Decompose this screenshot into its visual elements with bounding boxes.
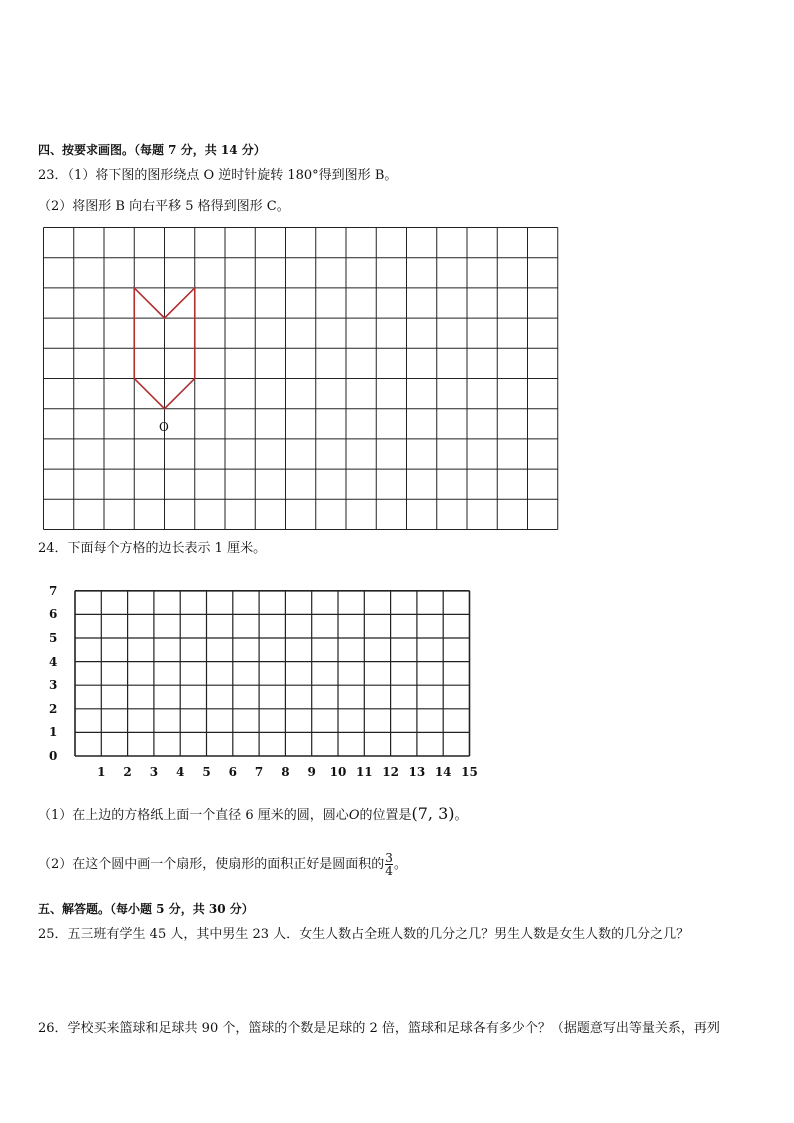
x-tick-label: 9 — [307, 765, 316, 779]
question-26: 26．学校买来篮球和足球共 90 个，篮球的个数是足球的 2 倍，篮球和足球各有多少个？（据题意写出等量关系，再列 — [38, 1021, 720, 1036]
y-tick-label: 7 — [49, 583, 58, 598]
x-tick-label: 3 — [149, 765, 159, 779]
y-tick-label: 4 — [49, 654, 58, 669]
x-tick-label: 4 — [176, 765, 185, 779]
y-tick-label: 2 — [49, 701, 58, 716]
x-tick-label: 7 — [254, 765, 264, 779]
y-tick-label: 3 — [49, 678, 58, 693]
x-tick-label: 12 — [382, 765, 399, 779]
x-tick-label: 14 — [434, 765, 452, 779]
arrow-shape — [134, 288, 195, 409]
part-2-text: （2）在这个圆中画一个扇形，使扇形的面积正好是圆面积的 — [38, 857, 385, 872]
part-2-end: 。 — [393, 857, 407, 872]
section-5-title: 五、解答题。（每小题 5 分，共 30 分） — [38, 902, 254, 916]
x-tick-label: 1 — [97, 765, 106, 779]
x-tick-label: 8 — [281, 765, 290, 779]
question-23-part-1: 23．（1）将下图的图形绕点 O 逆时针旋转 180°得到图形 B。 — [38, 168, 398, 183]
x-tick-label: 10 — [329, 765, 347, 779]
part-1-after: 的位置是 — [359, 808, 412, 823]
x-tick-label: 2 — [123, 765, 132, 779]
part-1-text: （1）在上边的方格纸上面一个直径 6 厘米的圆，圆心 — [38, 808, 349, 823]
question-23-part-2: （2）将图形 B 向右平移 5 格得到图形 C。 — [38, 199, 290, 214]
fraction-numerator: 3 — [385, 851, 393, 865]
point-o-label: O — [159, 420, 169, 434]
center-coordinate: (7, 3) — [411, 804, 455, 823]
fraction-denominator: 4 — [385, 864, 393, 878]
question-24-part-1 — [38, 806, 468, 824]
y-tick-label: 1 — [49, 725, 58, 740]
fraction-three-quarters — [385, 852, 393, 877]
y-tick-label: 5 — [49, 631, 58, 645]
x-tick-label: 13 — [408, 765, 426, 779]
y-tick-label: 0 — [49, 749, 58, 763]
x-tick-label: 6 — [228, 765, 237, 779]
x-tick-label: 11 — [355, 765, 373, 779]
center-variable: O — [348, 808, 360, 823]
question-24-part-2 — [38, 850, 407, 880]
y-tick-label: 6 — [49, 607, 58, 622]
question-24-intro: 24．下面每个方格的边长表示 1 厘米。 — [38, 541, 267, 556]
section-4-title: 四、按要求画图。（每题 7 分，共 14 分） — [38, 143, 266, 157]
part-1-end: 。 — [454, 808, 468, 823]
x-tick-label: 5 — [202, 765, 211, 779]
question-25: 25．五三班有学生 45 人，其中男生 23 人．女生人数占全班人数的几分之几？男生人数是女生人数的几分之几？ — [38, 927, 690, 942]
x-tick-label: 15 — [461, 765, 478, 779]
